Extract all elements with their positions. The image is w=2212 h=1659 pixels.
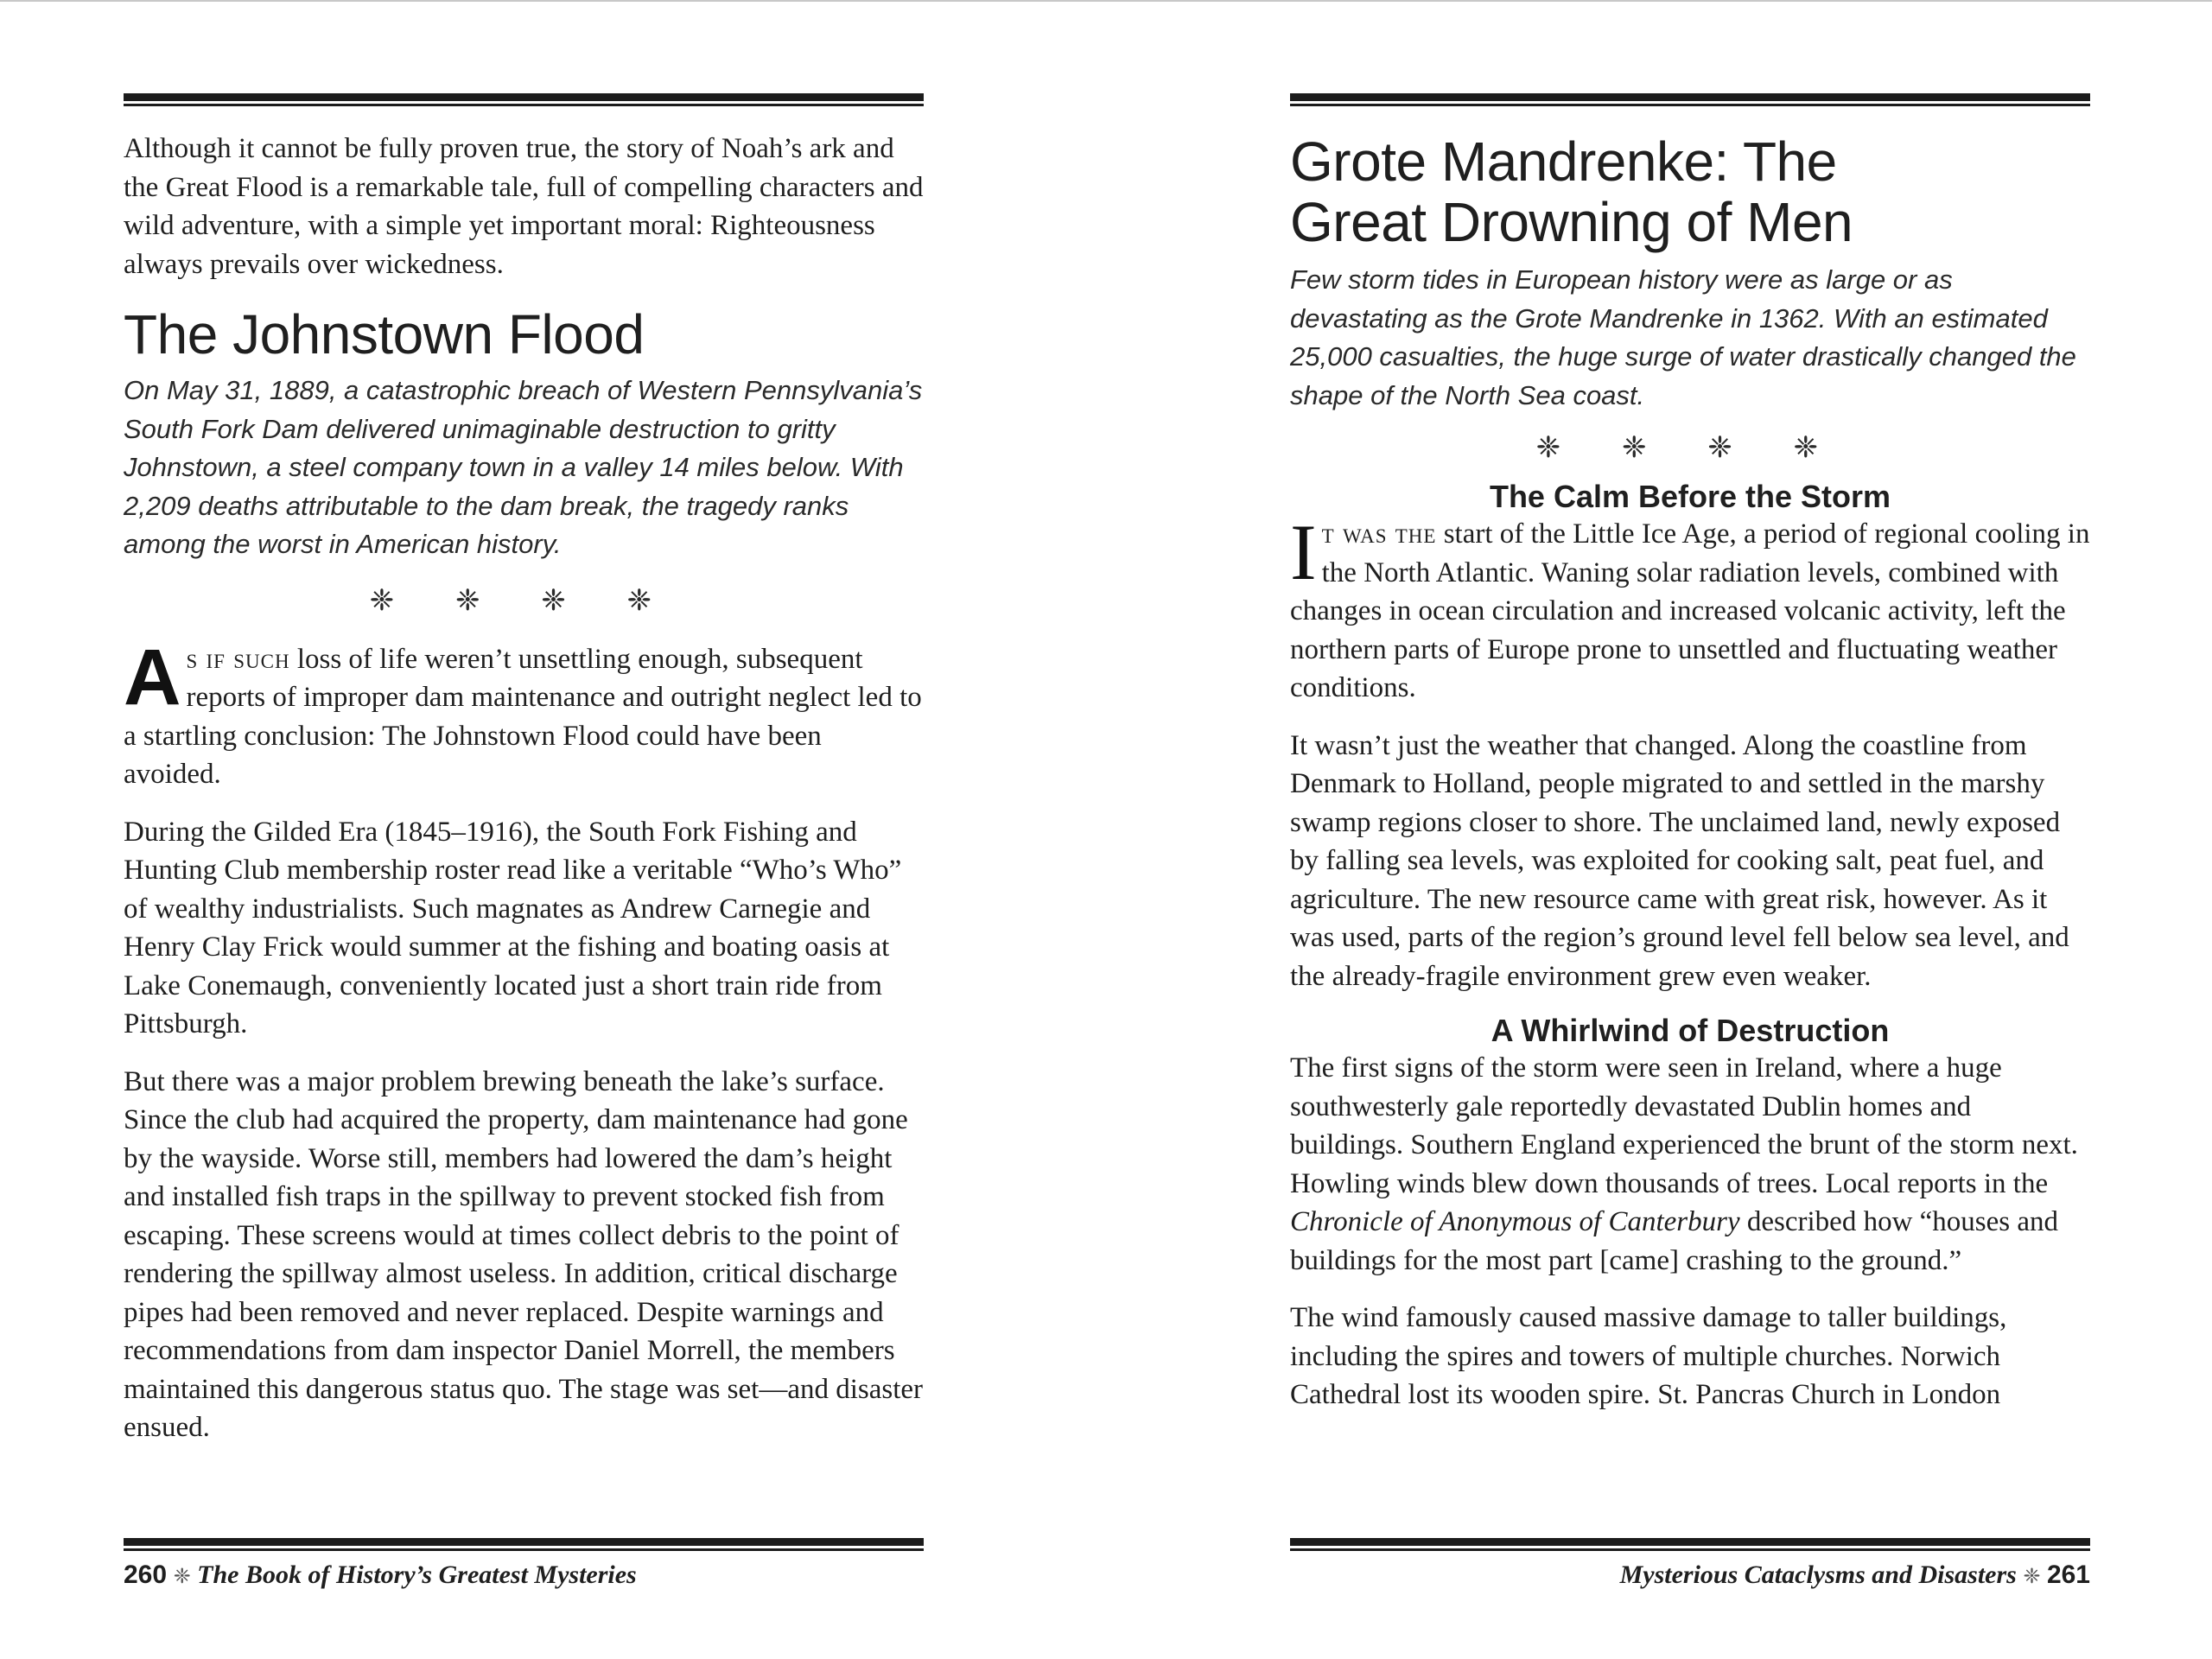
intro-paragraph: Although it cannot be fully proven true, the story of Noah’s ark and the Great Flood is a remarkable tale, full of compelling characters and wild adventure, with a simple yet important moral: Righteousness always prevails over wickedness. <box>124 133 924 280</box>
footer-rule <box>1290 1538 2090 1552</box>
cited-title: Chronicle of Anonymous of Canterbury <box>1290 1206 1740 1237</box>
body-paragraph-3 <box>1290 1049 2090 1280</box>
footer-rule <box>124 1538 924 1552</box>
header-rule <box>124 93 924 107</box>
section-title: The Johnstown Flood <box>124 303 645 365</box>
paragraph-text: start of the Little Ice Age, a period of regional cooling in the North Atlantic. Waning solar radiation levels, combined with changes in ocean circulation and increased volcanic activity, left the northern parts of Europe prone to unsettled and fluctuating weather conditions. <box>1290 518 2090 703</box>
header-rule <box>1290 93 2090 107</box>
body-paragraph-1 <box>1290 508 2090 708</box>
subheading: The Calm Before the Storm <box>1489 479 1891 514</box>
section-deck: On May 31, 1889, a catastrophic breach of Western Pennsylvania’s South Fork Dam delivered unimaginable destruction to gritty Johnstown, a steel company town in a valley 14 miles below. With 2,209 deaths attributable to the dam break, the tragedy ranks among the worst in American history. <box>124 375 923 559</box>
body-paragraph-1 <box>124 632 924 794</box>
ornament-divider: ❈ ❈ ❈ ❈ <box>1535 430 1845 465</box>
section-title <box>1290 131 2090 252</box>
small-caps-lead: t was the <box>1321 518 1437 550</box>
ornament-divider: ❈ ❈ ❈ ❈ <box>369 582 678 618</box>
left-page-content <box>124 130 924 1447</box>
subheading: A Whirlwind of Destruction <box>1491 1013 1890 1048</box>
title-line-1: Grote Mandrenke: The <box>1290 130 1837 193</box>
page-number: 260 <box>124 1560 168 1589</box>
section-deck: Few storm tides in European history were as large or as devastating as the Grote Mandrenke in 1362. With an estimated 25,000 casualties, the huge surge of water drastically changed the shape of the North Sea coast. <box>1290 264 2076 410</box>
drop-cap: I <box>1290 508 1317 596</box>
top-edge-line <box>0 0 2212 2</box>
asterisk-ornament: ❈ <box>2023 1564 2041 1588</box>
title-line-2: Great Drowning of Men <box>1290 191 1853 253</box>
body-paragraph-4: The wind famously caused massive damage to taller buildings, including the spires and towers of multiple churches. Norwich Cathedral lost its wooden spire. St. Pancras Church in London <box>1290 1302 2007 1410</box>
paragraph-text: The first signs of the storm were seen in Ireland, where a huge southwesterly gale reportedly devastated Dublin homes and buildings. Southern England experienced the brunt of the storm next. Howling winds blew down thousands of trees. Local reports in the <box>1290 1052 2078 1199</box>
body-paragraph-2: It wasn’t just the weather that changed. Along the coastline from Denmark to Holland, people migrated to and settled in the marshy swamp regions closer to shore. The unclaimed land, newly exposed by falling sea levels, was exploited for cooking salt, peat fuel, and agriculture. The new resource came with great risk, however. As it was used, parts of the region’s ground level fell below sea level, and the already-fragile environment grew even weaker. <box>1290 729 2069 992</box>
paragraph-text: loss of life weren’t unsettling enough, subsequent reports of improper dam maintenance and outright neglect led to a startling conclusion: The Johnstown Flood could have been avoided. <box>124 643 922 790</box>
paragraph-text: described how “houses and buildings for the most part [came] crashing to the ground.” <box>1290 1206 2059 1276</box>
drop-cap: A <box>124 632 181 721</box>
small-caps-lead: s if such <box>186 643 290 675</box>
page-number: 261 <box>2046 1560 2090 1589</box>
left-footer <box>124 1560 637 1592</box>
body-paragraph-2: During the Gilded Era (1845–1916), the South Fork Fishing and Hunting Club membership roster read like a veritable “Who’s Who” of wealthy industrialists. Such magnates as Andrew Carnegie and Henry Clay Frick would summer at the fishing and boating oasis at Lake Conemaugh, conveniently located just a short train ride from Pittsburgh. <box>124 816 902 1039</box>
right-footer <box>1290 1560 2090 1592</box>
running-title: The Book of History’s Greatest Mysteries <box>197 1560 637 1589</box>
right-page-content <box>1290 131 2090 1414</box>
running-title: Mysterious Cataclysms and Disasters <box>1619 1560 2017 1589</box>
asterisk-ornament: ❈ <box>173 1564 191 1588</box>
body-paragraph-3: But there was a major problem brewing beneath the lake’s surface. Since the club had acquired the property, dam maintenance had gone by the wayside. Worse still, members had lowered the dam’s height and installed fish traps in the spillway to prevent stocked fish from escaping. These screens would at times collect debris to the point of rendering the spillway almost useless. In addition, critical discharge pipes had been removed and never replaced. Despite warnings and recommendations from dam inspector Daniel Morrell, the members maintained this dangerous status quo. The stage was set—and disaster ensued. <box>124 1065 924 1443</box>
